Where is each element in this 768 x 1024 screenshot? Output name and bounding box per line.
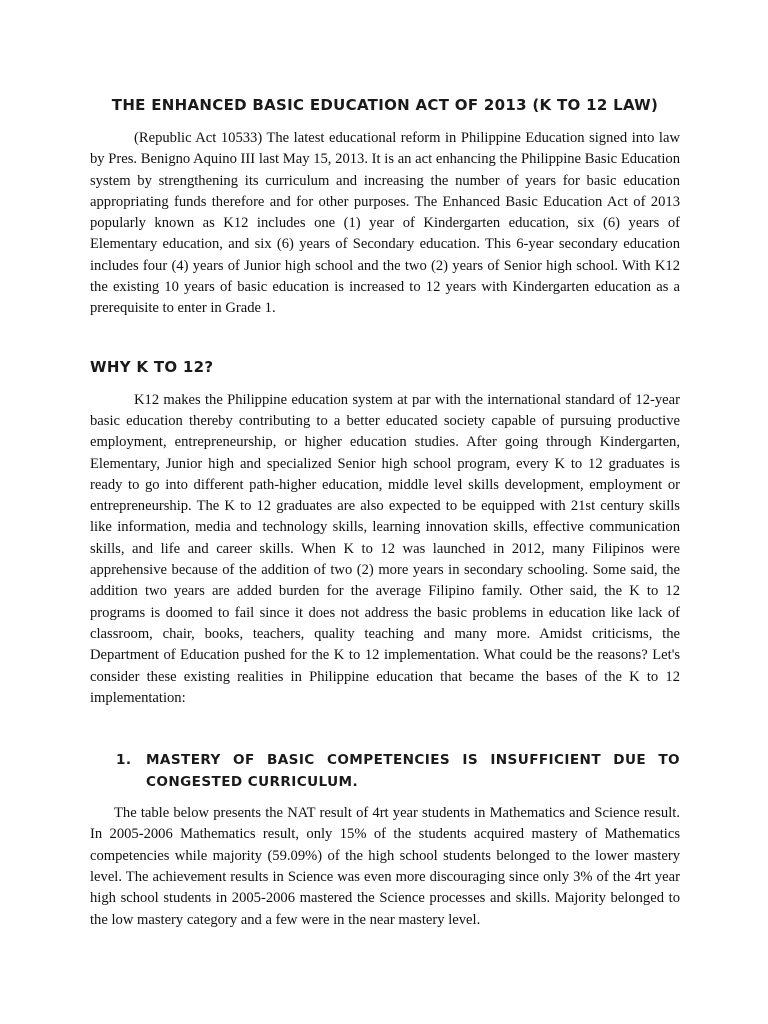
list-item-title: MASTERY OF BASIC COMPETENCIES IS INSUFFICIENT DUE TO CONGESTED CURRICULUM.	[146, 752, 680, 791]
section-heading-why: WHY K TO 12?	[90, 357, 214, 376]
list-item-number: 1.	[116, 752, 132, 769]
why-paragraph: K12 makes the Philippine education system at par with the international standard of 12-year basic education thereby contributing to a better educated society capable of pursuing productive employment, entrepreneurship, or higher education studies. After going through Kindergarten, Elementary, Junior high and specialized Senior high school program, every K to 12 graduates is ready to go into different path-higher education, middle level skills development, employment or entrepreneurship. The K to 12 graduates are also expected to be equipped with 21st century skills like information, media and technology skills, learning innovation skills, effective communication skills, and life and career skills. When K to 12 was launched in 2012, many Filipinos were apprehensive because of the addition of two (2) more years in secondary schooling. Some said, the addition two years are added burden for the average Filipino family. Other said, the K to 12 programs is doomed to fail since it does not address the basic problems in education like lack of classroom, chair, books, teachers, quality teaching and many more. Amidst criticisms, the Department of Education pushed for the K to 12 implementation. What could be the reasons? Let's consider these existing realities in Philippine education that became the bases of the K to 12 implementation:	[90, 391, 680, 706]
document-title: THE ENHANCED BASIC EDUCATION ACT OF 2013 (K TO 12 LAW)	[111, 96, 659, 114]
list-item-paragraph: The table below presents the NAT result of 4rt year students in Mathematics and Science result. In 2005-2006 Mathematics result, only 15% of the students acquired mastery of Mathematics competencies while majority (59.09%) of the high school students belonged to the lower mastery level. The achievement results in Science was even more discouraging since only 3% of the 4rt year high school students in 2005-2006 mastered the Science processes and skills. Majority belonged to the low mastery category and a few were in the near mastery level.	[90, 805, 680, 928]
intro-paragraph: (Republic Act 10533) The latest educational reform in Philippine Education signed into law by Pres. Benigno Aquino III last May 15, 2013. It is an act enhancing the Philippine Basic Education system by strengthening its curriculum and increasing the number of years for basic education appropriating funds therefore and for other purposes. The Enhanced Basic Education Act of 2013 popularly known as K12 includes one (1) year of Kindergarten education, six (6) years of Elementary education, and six (6) years of Secondary education. This 6-year secondary education includes four (4) years of Junior high school and the two (2) years of Senior high school. With K12 the existing 10 years of basic education is increased to 12 years with Kindergarten education as a prerequisite to enter in Grade 1.	[90, 130, 680, 317]
list-item-heading	[90, 749, 680, 793]
